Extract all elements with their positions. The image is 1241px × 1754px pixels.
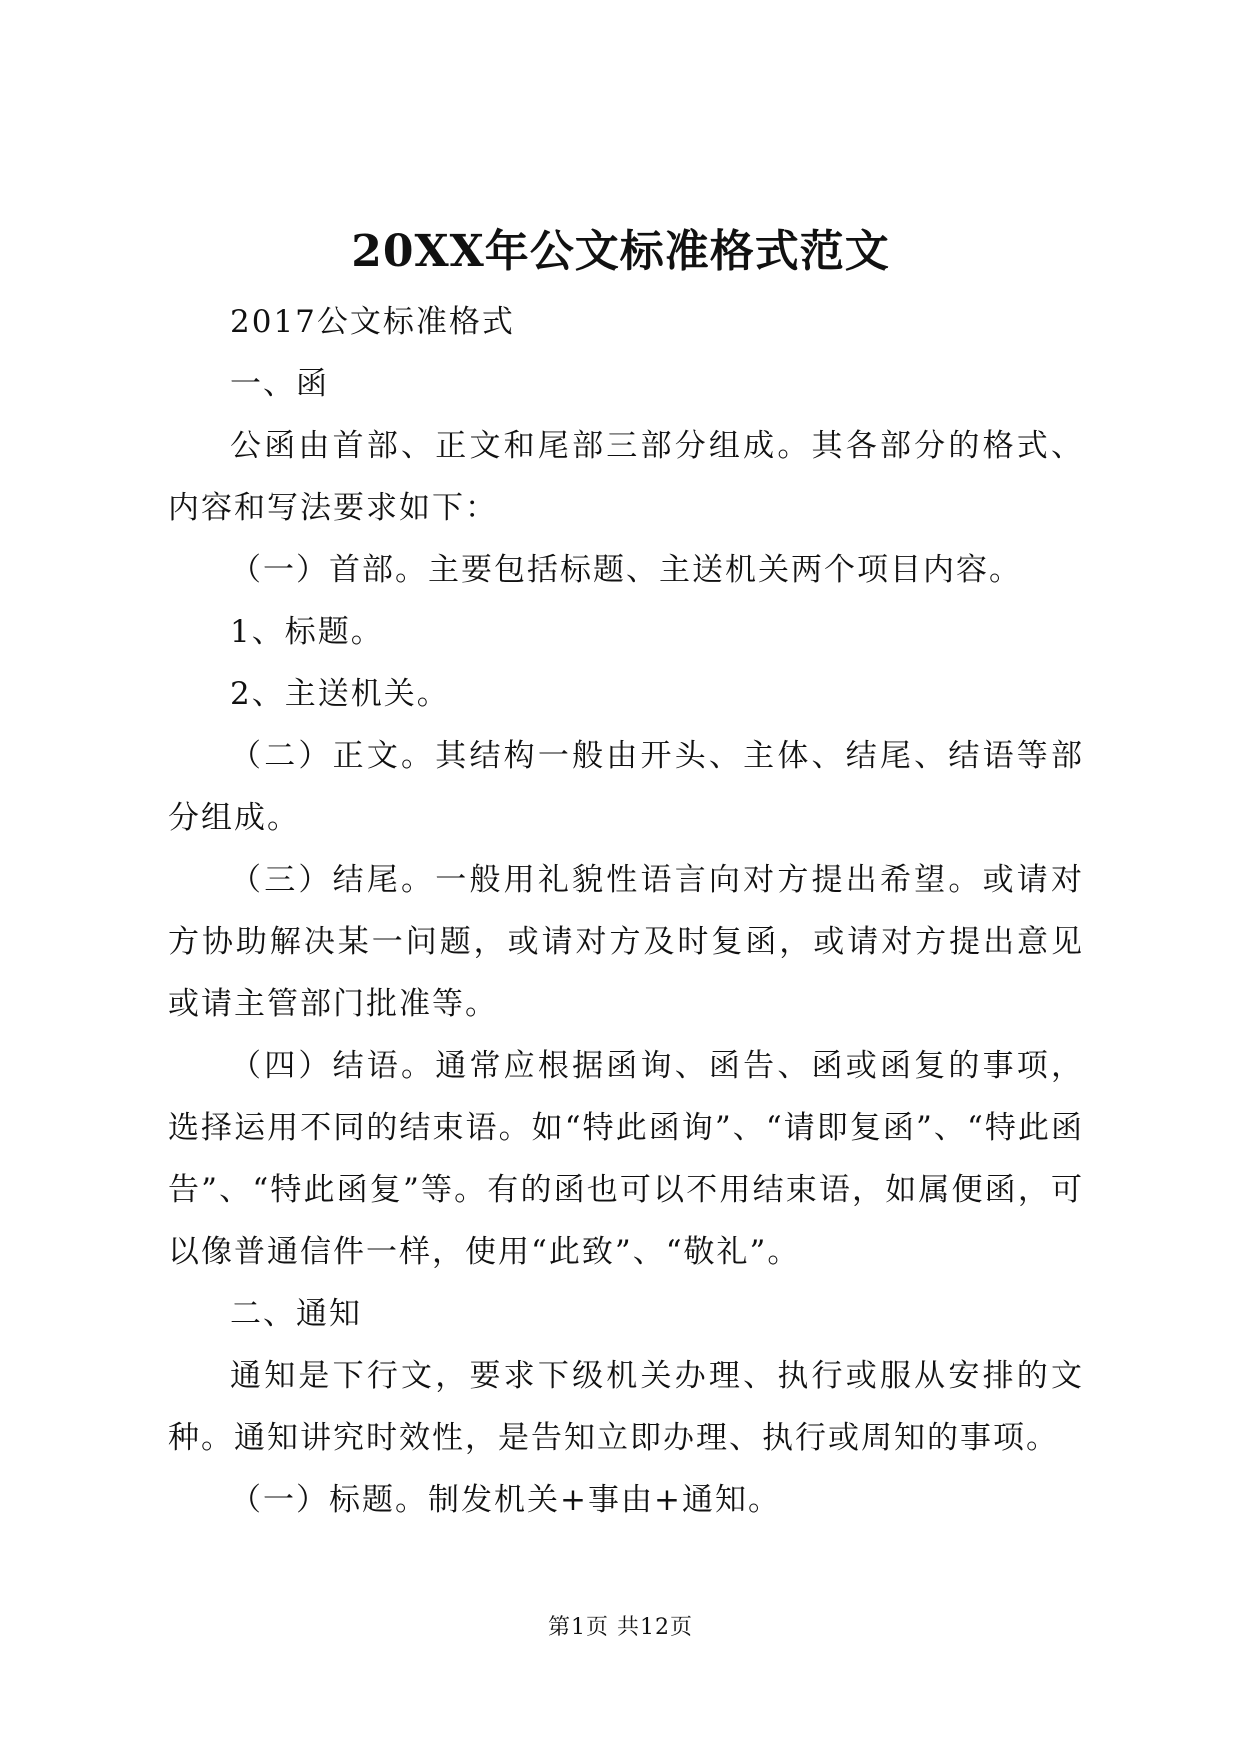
- paragraph: 1、标题。: [230, 614, 384, 650]
- section-heading: 一、函: [230, 366, 329, 402]
- document-title: 20XX年公文标准格式范文: [351, 226, 890, 277]
- document-body: [168, 291, 1084, 1531]
- paragraph: （二）正文。其结构一般由开头、主体、结尾、结语等部分组成。: [168, 738, 1084, 836]
- section-heading: 二、通知: [230, 1296, 362, 1332]
- paragraph: 2017公文标准格式: [230, 304, 515, 340]
- paragraph: 公函由首部、正文和尾部三部分组成。其各部分的格式、内容和写法要求如下：: [168, 428, 1084, 526]
- paragraph: 通知是下行文，要求下级机关办理、执行或服从安排的文种。通知讲究时效性，是告知立即办理、执行或周知的事项。: [168, 1358, 1084, 1456]
- paragraph: （四）结语。通常应根据函询、函告、函或函复的事项，选择运用不同的结束语。如“特此函询”、“请即复函”、“特此函告”、“特此函复”等。有的函也可以不用结束语，如属便函，可以像普通信件一样，使用“此致”、“敬礼”。: [168, 1048, 1084, 1270]
- page-number-footer: 第1页 共12页: [548, 1615, 693, 1640]
- paragraph: （三）结尾。一般用礼貌性语言向对方提出希望。或请对方协助解决某一问题，或请对方及时复函，或请对方提出意见或请主管部门批准等。: [168, 862, 1084, 1022]
- paragraph: 2、主送机关。: [230, 676, 450, 712]
- paragraph: （一）标题。制发机关+事由+通知。: [230, 1482, 781, 1518]
- paragraph: （一）首部。主要包括标题、主送机关两个项目内容。: [230, 552, 1022, 588]
